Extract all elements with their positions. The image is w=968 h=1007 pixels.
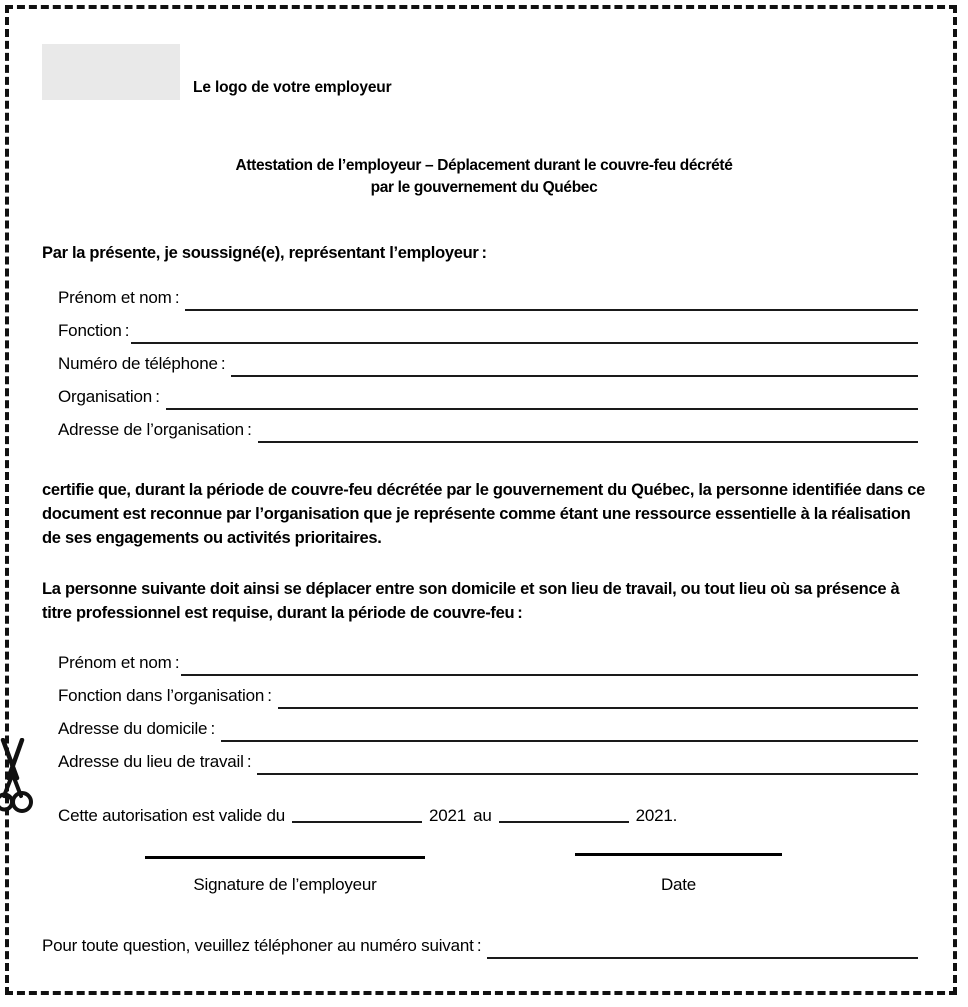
signature-line[interactable] bbox=[145, 855, 425, 859]
logo-caption: Le logo de votre employeur bbox=[193, 79, 392, 96]
date-line[interactable] bbox=[575, 852, 782, 856]
field-person-fonction[interactable] bbox=[58, 683, 918, 709]
field-label: Adresse du domicile : bbox=[58, 719, 216, 738]
intro-paragraph: Par la présente, je soussigné(e), représentant l’employeur : bbox=[42, 244, 487, 262]
validity-year-from: 2021 bbox=[429, 806, 467, 825]
field-label: Prénom et nom : bbox=[58, 288, 180, 307]
validity-line bbox=[58, 805, 677, 827]
field-employer-organisation[interactable] bbox=[58, 384, 918, 410]
field-label: Fonction dans l’organisation : bbox=[58, 686, 272, 705]
validity-prefix: Cette autorisation est valide du bbox=[58, 806, 286, 825]
page-title-line-1: Attestation de l’employeur – Déplacement durant le couvre-feu décrété bbox=[235, 157, 733, 174]
footer-phone-write-line[interactable] bbox=[487, 956, 918, 959]
field-employer-telephone[interactable] bbox=[58, 351, 918, 377]
field-write-line[interactable] bbox=[231, 374, 918, 377]
field-employer-fonction[interactable] bbox=[58, 318, 918, 344]
field-write-line[interactable] bbox=[278, 706, 918, 709]
validity-date-from-blank[interactable] bbox=[292, 820, 422, 823]
date-caption: Date bbox=[660, 875, 697, 894]
field-write-line[interactable] bbox=[166, 407, 918, 410]
field-label: Organisation : bbox=[58, 387, 160, 406]
certification-paragraph: certifie que, durant la période de couvre-feu décrétée par le gouvernement du Québec, la personne identifiée dans ce document est reconnue par l’organisation que je représente comme étant une ressource essentielle à la réalisation de ses engagements ou activités prioritaires. bbox=[42, 481, 926, 547]
scissors-icon bbox=[0, 738, 40, 822]
field-label: Adresse du lieu de travail : bbox=[58, 752, 252, 771]
employer-logo-placeholder bbox=[42, 44, 180, 100]
person-paragraph: La personne suivante doit ainsi se déplacer entre son domicile et son lieu de travail, ou tout lieu où sa présence à titre professionnel est requise, durant la période de couvre-feu : bbox=[42, 580, 900, 622]
field-person-adresse-domicile[interactable] bbox=[58, 716, 918, 742]
field-employer-adresse[interactable] bbox=[58, 417, 918, 443]
field-write-line[interactable] bbox=[221, 739, 918, 742]
signature-caption: Signature de l’employeur bbox=[193, 875, 377, 894]
field-employer-nom[interactable] bbox=[58, 285, 918, 311]
field-write-line[interactable] bbox=[185, 308, 918, 311]
field-label: Numéro de téléphone : bbox=[58, 354, 226, 373]
page-title bbox=[84, 155, 884, 199]
field-write-line[interactable] bbox=[258, 440, 918, 443]
field-label: Adresse de l’organisation : bbox=[58, 420, 252, 439]
footer-question-label: Pour toute question, veuillez téléphoner au numéro suivant : bbox=[42, 936, 482, 955]
page-title-line-2: par le gouvernement du Québec bbox=[370, 179, 598, 196]
validity-year-to: 2021. bbox=[635, 806, 678, 825]
field-write-line[interactable] bbox=[131, 341, 918, 344]
field-label: Prénom et nom : bbox=[58, 653, 180, 672]
field-write-line[interactable] bbox=[257, 772, 918, 775]
footer-question-line[interactable] bbox=[42, 935, 918, 959]
field-person-adresse-travail[interactable] bbox=[58, 749, 918, 775]
field-person-nom[interactable] bbox=[58, 650, 918, 676]
field-write-line[interactable] bbox=[181, 673, 918, 676]
field-label: Fonction : bbox=[58, 321, 130, 340]
validity-date-to-blank[interactable] bbox=[499, 820, 629, 823]
validity-connector: au bbox=[473, 806, 492, 825]
